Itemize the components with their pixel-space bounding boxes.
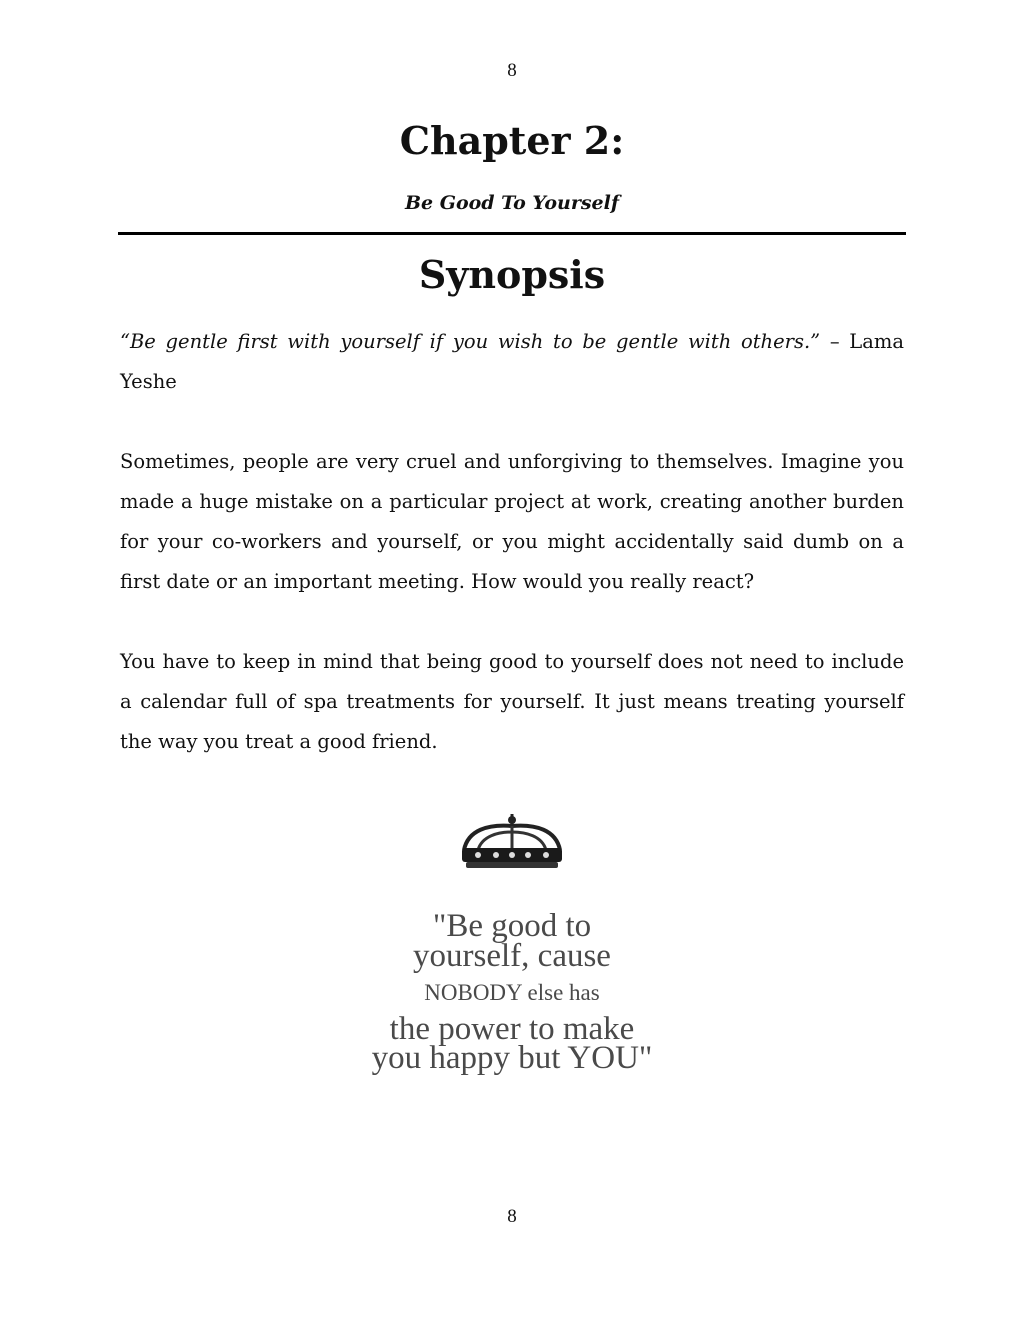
epigraph-quote	[120, 322, 904, 402]
body-paragraph: Sometimes, people are very cruel and unforgiving to themselves. Imagine you made a huge mistake on a particular project at work, creating another burden for your co-workers and yourself, or you might accidentally said dumb on a first date or an important meeting. How would you really react?	[120, 450, 904, 593]
horizontal-rule	[118, 232, 906, 235]
image-quote-line: you happy but YOU"	[371, 1040, 653, 1076]
quote-attribution: – Lama Yeshe	[120, 330, 904, 393]
chapter-subtitle: Be Good To Yourself	[404, 192, 620, 214]
image-quote-line: yourself, cause	[413, 938, 611, 974]
crown-icon	[462, 814, 562, 868]
page-number-bottom: 8	[507, 1206, 517, 1227]
quote-image	[284, 812, 740, 1092]
image-quote-line: the power to make	[389, 1011, 635, 1047]
page-number-top: 8	[507, 60, 517, 81]
image-quote-line: "Be good to	[432, 908, 592, 944]
quote-text: “Be gentle first with yourself if you wish to be gentle with others.”	[120, 330, 821, 353]
chapter-title: Chapter 2:	[399, 118, 625, 163]
synopsis-heading: Synopsis	[418, 252, 606, 297]
image-quote-line: NOBODY else has	[424, 980, 600, 1005]
body-paragraph: You have to keep in mind that being good to yourself does not need to include a calendar full of spa treatments for yourself. It just means treating yourself the way you treat a good friend.	[120, 650, 904, 753]
